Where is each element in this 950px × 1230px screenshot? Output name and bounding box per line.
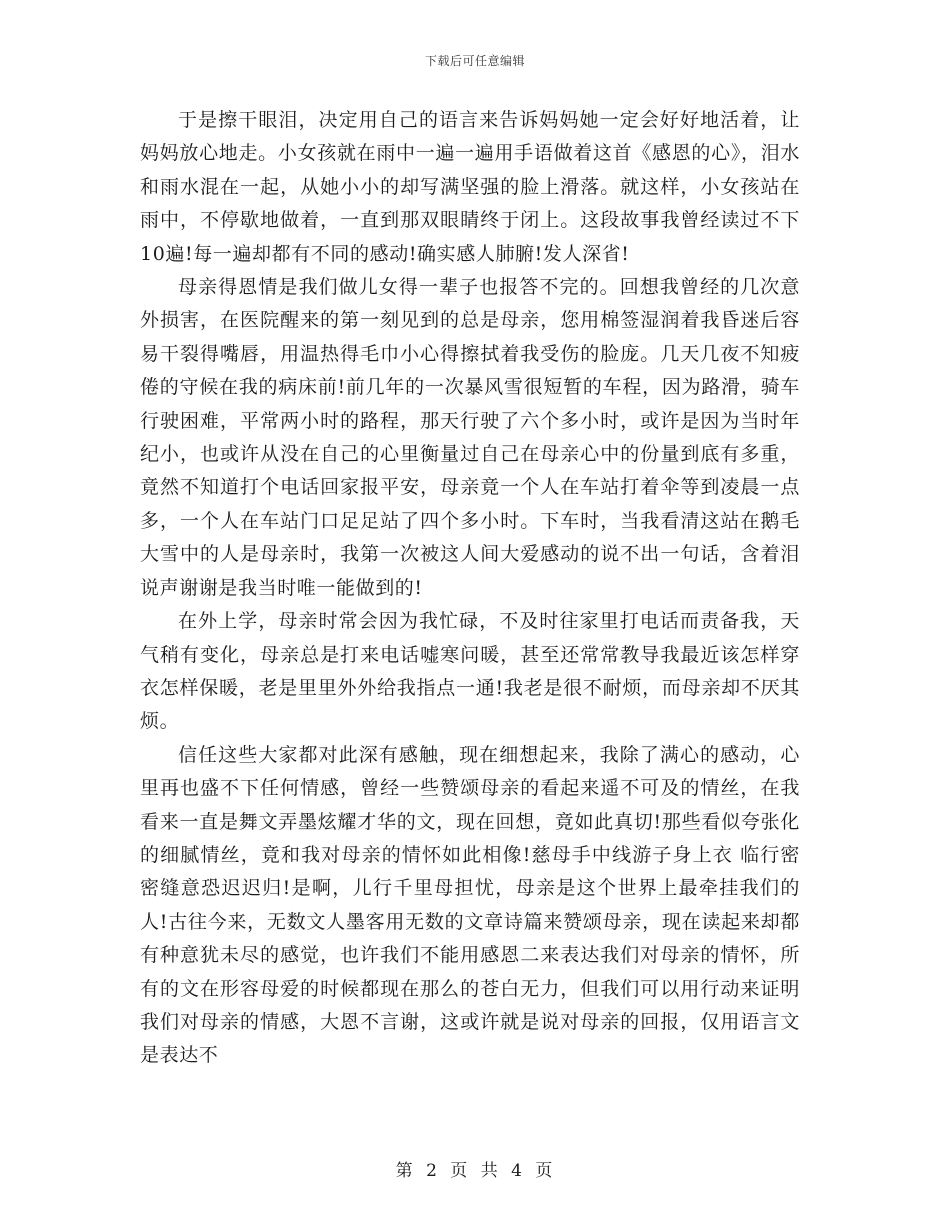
page-header: 下载后可任意编辑 bbox=[424, 54, 525, 68]
document-body bbox=[140, 104, 800, 1073]
paragraph-2: 母亲得恩情是我们做儿女得一辈子也报答不完的。回想我曾经的几次意外损害，在医院醒来的第一刻见到的总是母亲，您用棉签湿润着我昏迷后容易干裂得嘴唇，用温热得毛巾小心得擦拭着我受伤的脸庞。几天几夜不知疲倦的守候在我的病床前!前几年的一次暴风雪很短暂的车程，因为路滑，骑车行驶困难，平常两小时的路程，那天行驶了六个多小时，或许是因为当时年纪小，也或许从没在自己的心里衡量过自己在母亲心中的份量到底有多重，竟然不知道打个电话回家报平安，母亲竟一个人在车站打着伞等到凌晨一点多，一个人在车站门口足足站了四个多小时。下车时，当我看清这站在鹅毛大雪中的人是母亲时，我第一次被这人间大爱感动的说不出一句话，含着泪说声谢谢是我当时唯一能做到的! bbox=[140, 276, 800, 599]
page-number-footer: 第 2 页 共 4 页 bbox=[395, 1161, 555, 1181]
paragraph-4: 信任这些大家都对此深有感触，现在细想起来，我除了满心的感动，心里再也盛不下任何情感，曾经一些赞颂母亲的看起来遥不可及的情丝，在我看来一直是舞文弄墨炫耀才华的文，现在回想，竟如此真切!那些看似夸张化的细腻情丝，竟和我对母亲的情怀如此相像!慈母手中线游子身上衣 临行密密缝意恐迟迟归!是啊，儿行千里母担忧，母亲是这个世界上最牵挂我们的人!古往今来，无数文人墨客用无数的文章诗篇来赞颂母亲，现在读起来却都有种意犹未尽的感觉，也许我们不能用感恩二来表达我们对母亲的情怀，所有的文在形容母爱的时候都现在那么的苍白无力，但我们可以用行动来证明我们对母亲的情感，大恩不言谢，这或许就是说对母亲的回报，仅用语言文是表达不 bbox=[140, 743, 800, 1067]
paragraph-1: 于是擦干眼泪，决定用自己的语言来告诉妈妈她一定会好好地活着，让妈妈放心地走。小女孩就在雨中一遍一遍用手语做着这首《感恩的心》，泪水和雨水混在一起，从她小小的却写满坚强的脸上滑落。就这样，小女孩站在雨中，不停歇地做着，一直到那双眼睛终于闭上。这段故事我曾经读过不下 10遍!每一遍却都有不同的感动!确实感人肺腑!发人深省! bbox=[140, 109, 800, 265]
paragraph-3: 在外上学，母亲时常会因为我忙碌，不及时往家里打电话而责备我，天气稍有变化，母亲总是打来电话嘘寒问暖，甚至还常常教导我最近该怎样穿衣怎样保暖，老是里里外外给我指点一通!我老是很不耐烦，而母亲却不厌其烦。 bbox=[140, 610, 800, 733]
